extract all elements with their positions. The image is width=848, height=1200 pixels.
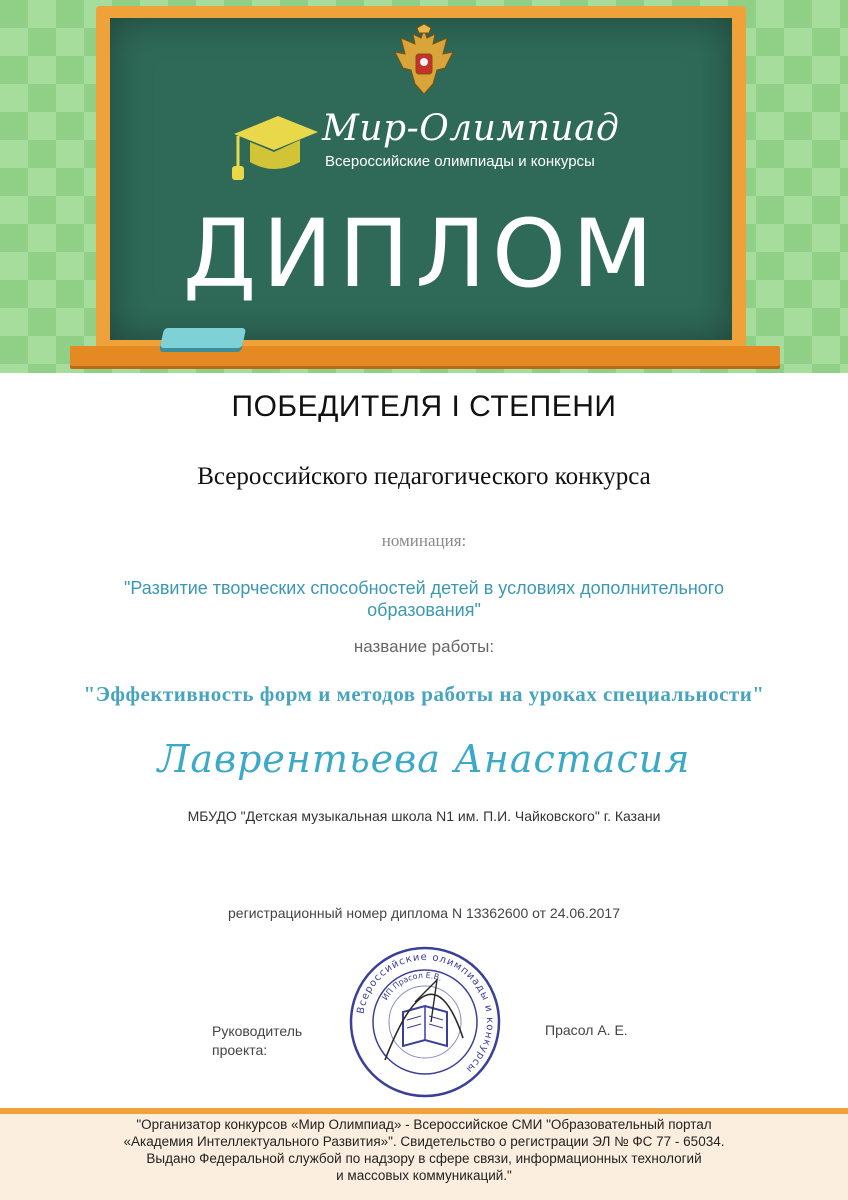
contest-name: Всероссийского педагогического конкурса — [197, 463, 651, 490]
leader-name: Прасол А. Е. — [545, 1022, 628, 1038]
work-title: "Эффективность форм и методов работы на уроках специальности" — [83, 682, 765, 706]
footer-line: «Академия Интеллектуального Развития»". Свидетельство о регистрации ЭЛ № ФС 77 - 65034. — [123, 1134, 725, 1149]
diploma-title: ДИПЛОМ — [182, 200, 660, 309]
nomination-text: "Развитие творческих способностей детей в условиях дополнительного образования" — [124, 578, 724, 620]
work-label: название работы: — [353, 637, 495, 656]
stamp-inner-text: ИП Прасол Е.В. — [380, 970, 444, 1002]
board-ledge — [70, 346, 780, 366]
logo-subtitle: Всероссийские олимпиады и конкурсы — [325, 153, 595, 170]
logo-title: Мир-Олимпиад — [322, 108, 620, 149]
coat-of-arms-icon — [389, 24, 459, 100]
footer-text — [40, 1116, 808, 1184]
participant-name: Лаврентьева Анастасия — [157, 737, 691, 781]
nomination-label: номинация: — [381, 531, 467, 550]
award-title: ПОБЕДИТЕЛЯ I СТЕПЕНИ — [231, 390, 617, 423]
chalkboard-header — [0, 0, 848, 373]
school-name: МБУДО "Детская музыкальная школа N1 им. П.И. Чайковского" г. Казани — [187, 808, 661, 824]
graduation-cap-icon — [228, 110, 320, 184]
footer-line: Выдано Федеральной службой по надзору в сфере связи, информационных технологий — [146, 1151, 702, 1166]
registration-number: регистрационный номер диплома N 13362600 от 24.06.2017 — [228, 905, 620, 921]
stamp-outer-text: Всероссийские олимпиады и конкурсы — [355, 951, 496, 1076]
svg-text:ИП Прасол Е.В. — [380, 971, 443, 1002]
footer-line: и массовых коммуникаций." — [336, 1168, 512, 1183]
footer-line: "Организатор конкурсов «Мир Олимпиад» - Всероссийское СМИ "Образовательный портал — [136, 1117, 712, 1132]
leader-label: Руководитель проекта: — [212, 1023, 303, 1058]
eraser-icon — [160, 328, 246, 348]
stamp-seal-icon — [345, 942, 505, 1102]
